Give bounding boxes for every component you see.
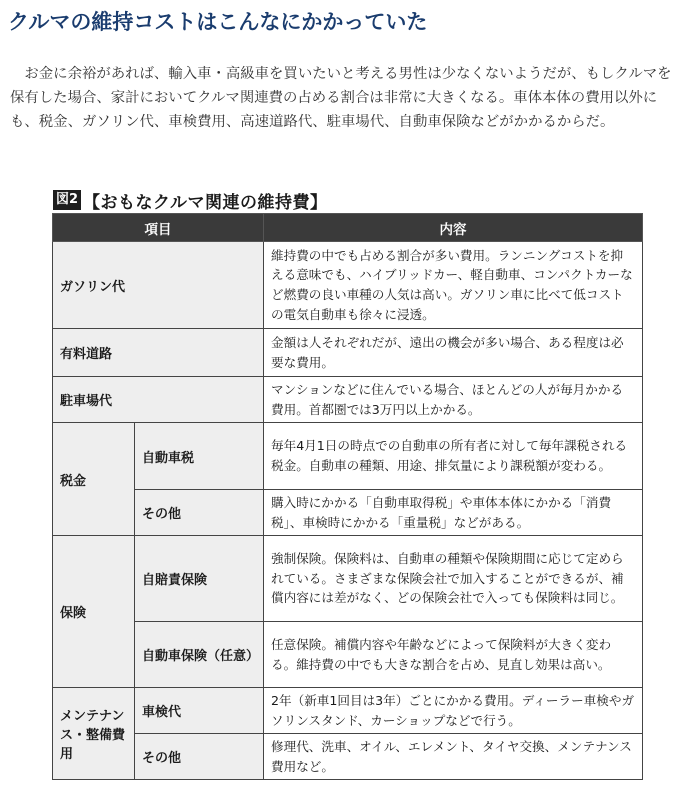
header-item: 項目: [53, 214, 264, 242]
sub-maintenance-other: その他: [135, 734, 264, 780]
table-row: [53, 734, 643, 780]
item-gasoline: ガソリン代: [53, 242, 264, 329]
table-header-row: [53, 214, 643, 242]
item-tax: 税金: [53, 423, 135, 536]
table-row: [53, 536, 643, 622]
sub-inspection: 車検代: [135, 688, 264, 734]
table-row: [53, 423, 643, 490]
content-inspection: 2年（新車1回目は3年）ごとにかかる費用。ディーラー車検やガソリンスタンド、カーショップなどで行う。: [264, 688, 643, 734]
content-auto-tax: 毎年4月1日の時点での自動車の所有者に対して毎年課税される税金。自動車の種類、用途、排気量により課税額が変わる。: [264, 423, 643, 490]
item-maintenance: メンテナンス・整備費用: [53, 688, 135, 780]
sub-compulsory-insurance: 自賠責保険: [135, 536, 264, 622]
table-row: [53, 688, 643, 734]
table-row: [53, 622, 643, 688]
item-insurance: 保険: [53, 536, 135, 688]
table-row: [53, 329, 643, 377]
content-gasoline: 維持費の中でも占める割合が多い費用。ランニングコストを抑える意味でも、ハイブリッドカー、軽自動車、コンパクトカーなど燃費の良い車種の人気は高い。ガソリン車に比べて低コストの電気自動車も徐々に浸透。: [264, 242, 643, 329]
figure-title: 【おもなクルマ関連の維持費】: [83, 192, 328, 213]
content-toll: 金額は人それぞれだが、遠出の機会が多い場合、ある程度は必要な費用。: [264, 329, 643, 377]
figure-number-badge: 図2: [53, 190, 81, 210]
maintenance-cost-table: [52, 213, 643, 780]
sub-tax-other: その他: [135, 490, 264, 536]
figure-caption: [53, 188, 328, 212]
table-row: [53, 242, 643, 329]
table-row: [53, 377, 643, 423]
article-body: お金に余裕があれば、輸入車・高級車を買いたいと考える男性は少なくないようだが、もしクルマを保有した場合、家計においてクルマ関連費の占める割合は非常に大きくなる。車体本体の費用以外にも、税金、ガソリン代、車検費用、高速道路代、駐車場代、自動車保険などがかかるからだ。: [10, 66, 672, 130]
item-toll: 有料道路: [53, 329, 264, 377]
content-parking: マンションなどに住んでいる場合、ほとんどの人が毎月かかる費用。首都圏では3万円以上かかる。: [264, 377, 643, 423]
table-row: [53, 490, 643, 536]
article-title: クルマの維持コストはこんなにかかっていた: [8, 10, 428, 34]
content-compulsory-insurance: 強制保険。保険料は、自動車の種類や保険期間に応じて定められている。さまざまな保険会社で加入することができるが、補償内容には差がなく、どの保険会社で入っても保険料は同じ。: [264, 536, 643, 622]
sub-auto-tax: 自動車税: [135, 423, 264, 490]
sub-voluntary-insurance: 自動車保険（任意）: [135, 622, 264, 688]
content-maintenance-other: 修理代、洗車、オイル、エレメント、タイヤ交換、メンテナンス費用など。: [264, 734, 643, 780]
content-tax-other: 購入時にかかる「自動車取得税」や車体本体にかかる「消費税」、車検時にかかる「重量税」などがある。: [264, 490, 643, 536]
item-parking: 駐車場代: [53, 377, 264, 423]
content-voluntary-insurance: 任意保険。補償内容や年齢などによって保険料が大きく変わる。維持費の中でも大きな割合を占め、見直し効果は高い。: [264, 622, 643, 688]
header-content: 内容: [264, 214, 643, 242]
